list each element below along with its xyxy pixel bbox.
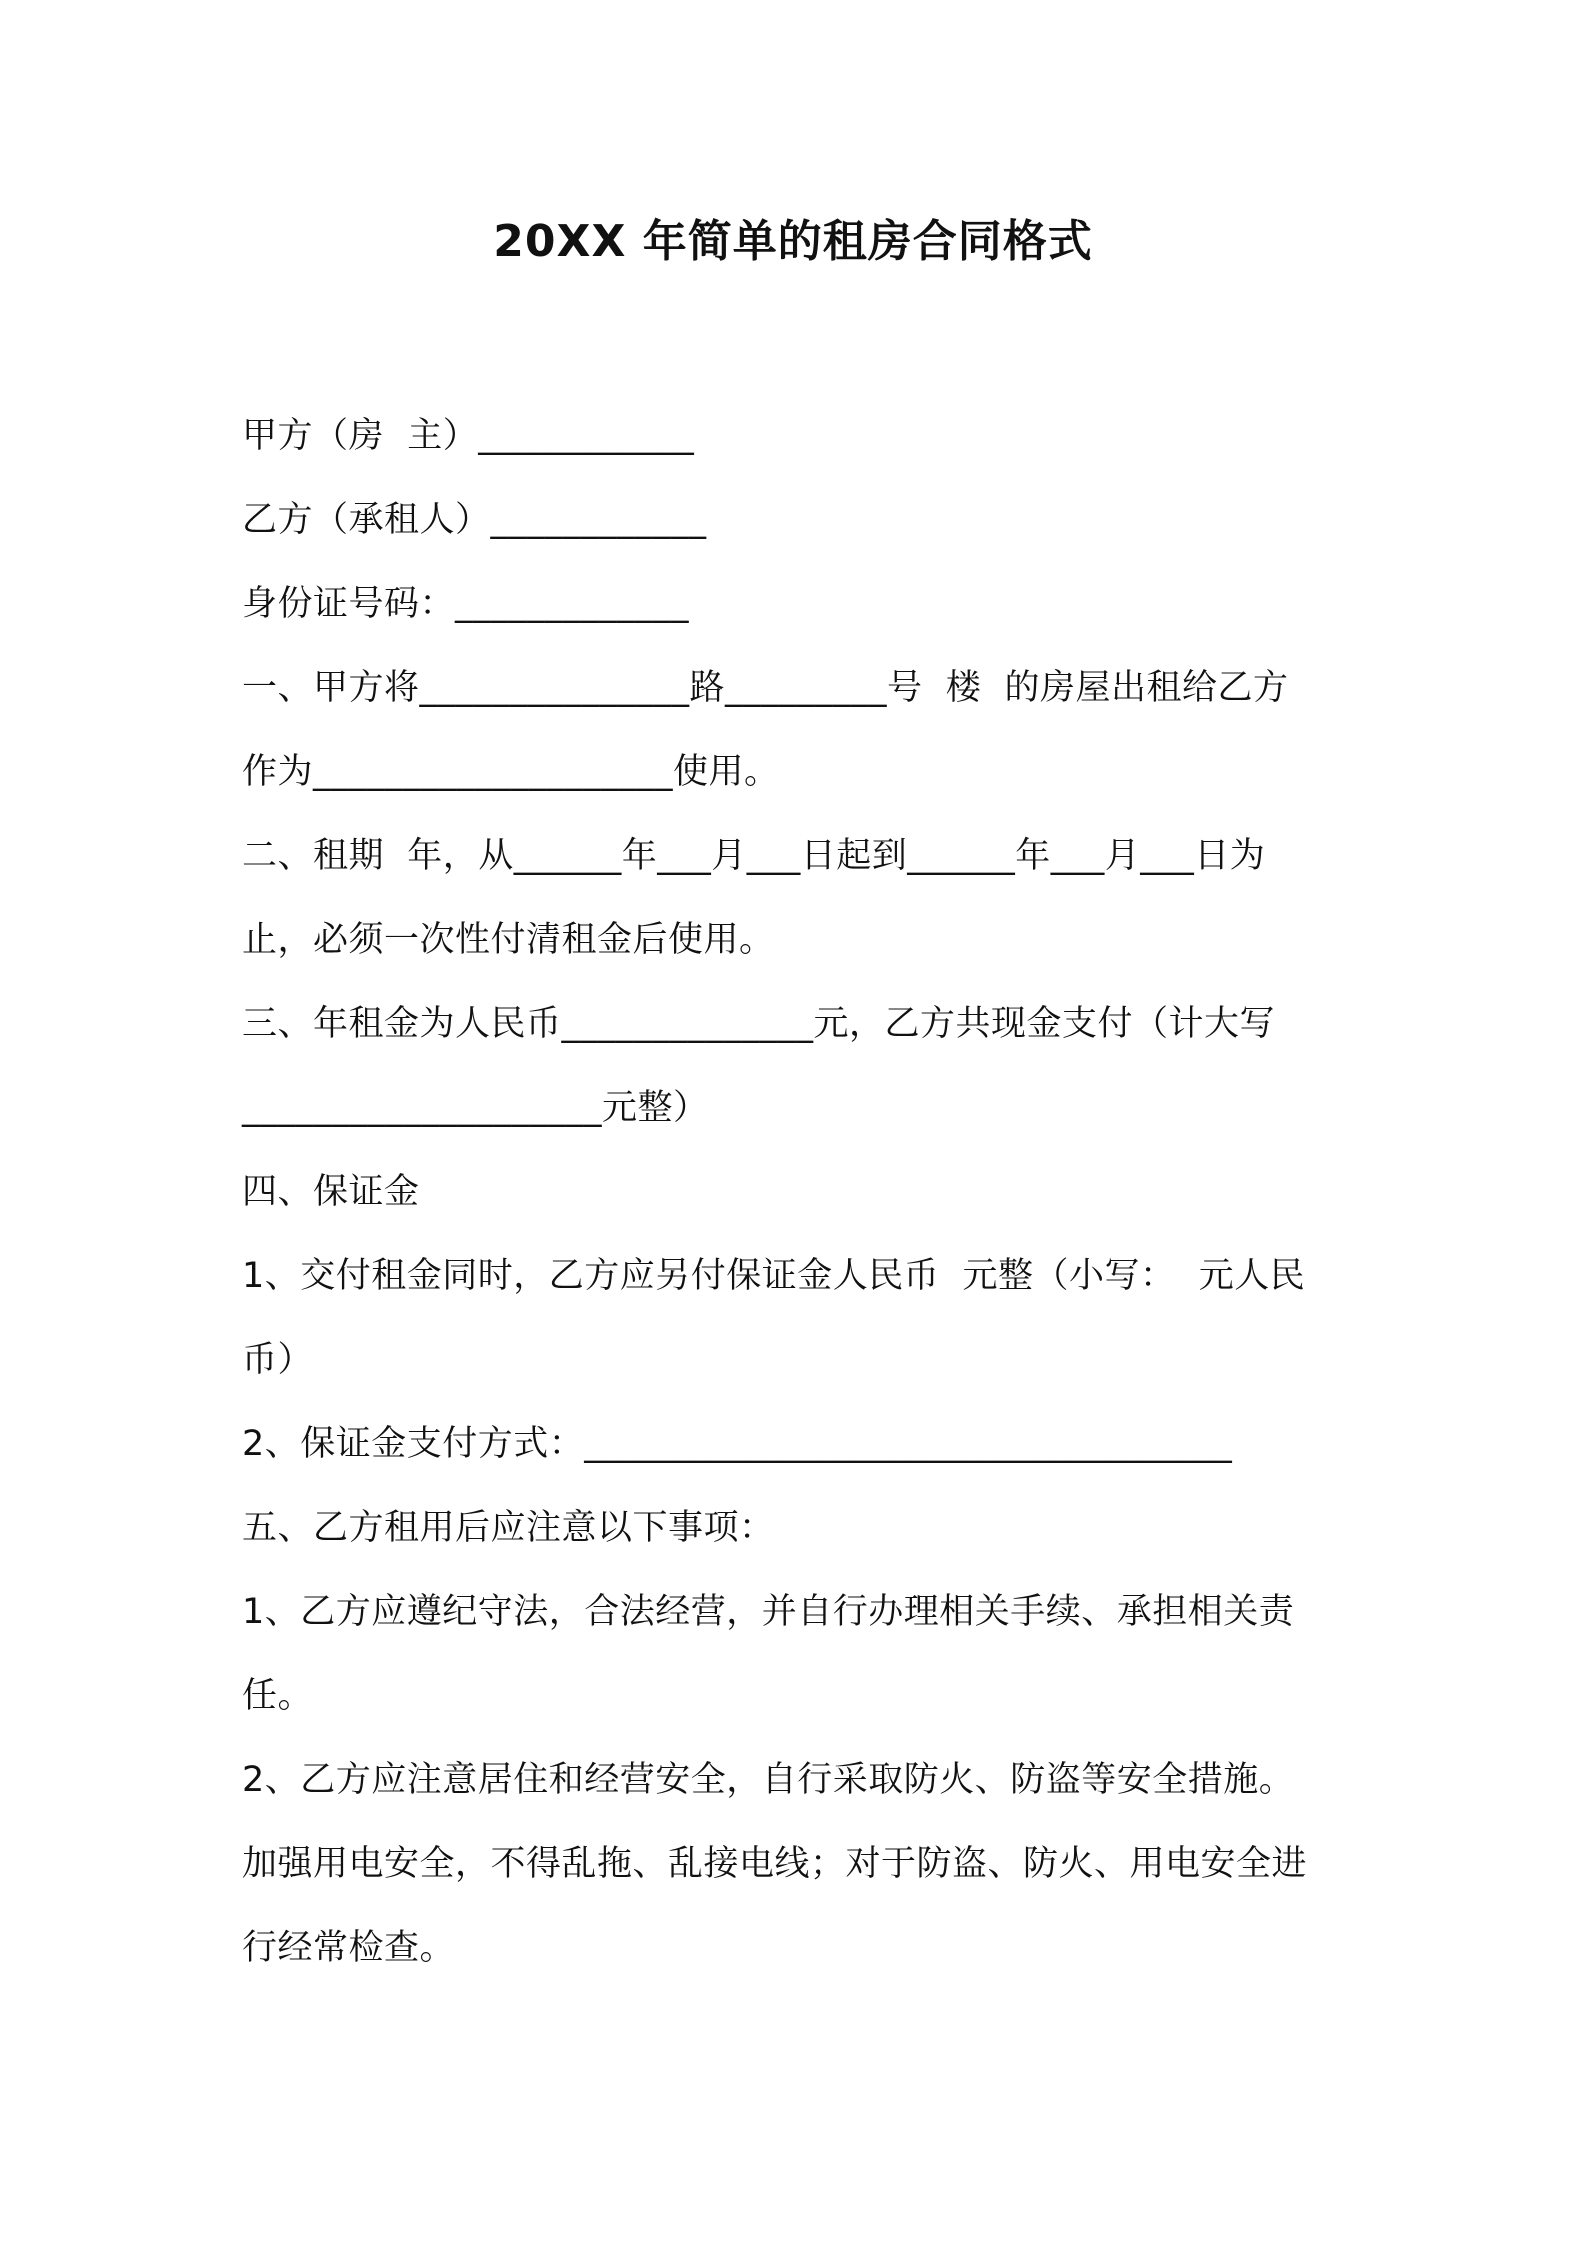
document-title: 20XX 年简单的租房合同格式 bbox=[493, 216, 1093, 267]
clause-5-item-2-line-2: 加强用电安全，不得乱拖、乱接电线；对于防盗、防火、用电安全进 bbox=[242, 1844, 1308, 1884]
clause-5-item-1-line-1: 1、乙方应遵纪守法，合法经营，并自行办理相关手续、承担相关责 bbox=[242, 1592, 1295, 1632]
clause-5-item-2-line-3: 行经常检查。 bbox=[242, 1928, 456, 1968]
clause-2-line-2: 止，必须一次性付清租金后使用。 bbox=[242, 920, 775, 960]
clause-4-item-1-line-1: 1、交付租金同时，乙方应另付保证金人民币 元整（小写： 元人民 bbox=[242, 1256, 1306, 1296]
clause-3-line-1: 三、年租金为人民币______________元，乙方共现金支付（计大写 bbox=[242, 1004, 1276, 1044]
clause-2-line-1: 二、租期 年，从______年___月___日起到______年___月___日为 bbox=[242, 836, 1266, 876]
party-a-landlord-line: 甲方（房 主）____________ bbox=[242, 416, 695, 456]
clause-1-line-2: 作为____________________使用。 bbox=[242, 752, 780, 792]
party-b-tenant-line: 乙方（承租人）____________ bbox=[242, 500, 707, 540]
clause-5-item-1-line-2: 任。 bbox=[242, 1676, 314, 1716]
clause-4-item-1-line-2: 币） bbox=[242, 1340, 314, 1380]
clause-1-line-1: 一、甲方将_______________路_________号 楼 的房屋出租给乙方 bbox=[242, 668, 1289, 708]
clause-5-item-2-line-1: 2、乙方应注意居住和经营安全，自行采取防火、防盗等安全措施。 bbox=[242, 1760, 1295, 1800]
clause-4-heading: 四、保证金 bbox=[242, 1172, 420, 1212]
clause-4-item-2-line: 2、保证金支付方式：____________________________________ bbox=[242, 1424, 1233, 1464]
clause-5-heading: 五、乙方租用后应注意以下事项： bbox=[242, 1508, 775, 1548]
id-number-line: 身份证号码：_____________ bbox=[242, 584, 690, 624]
clause-3-line-2: ____________________元整） bbox=[242, 1088, 709, 1128]
